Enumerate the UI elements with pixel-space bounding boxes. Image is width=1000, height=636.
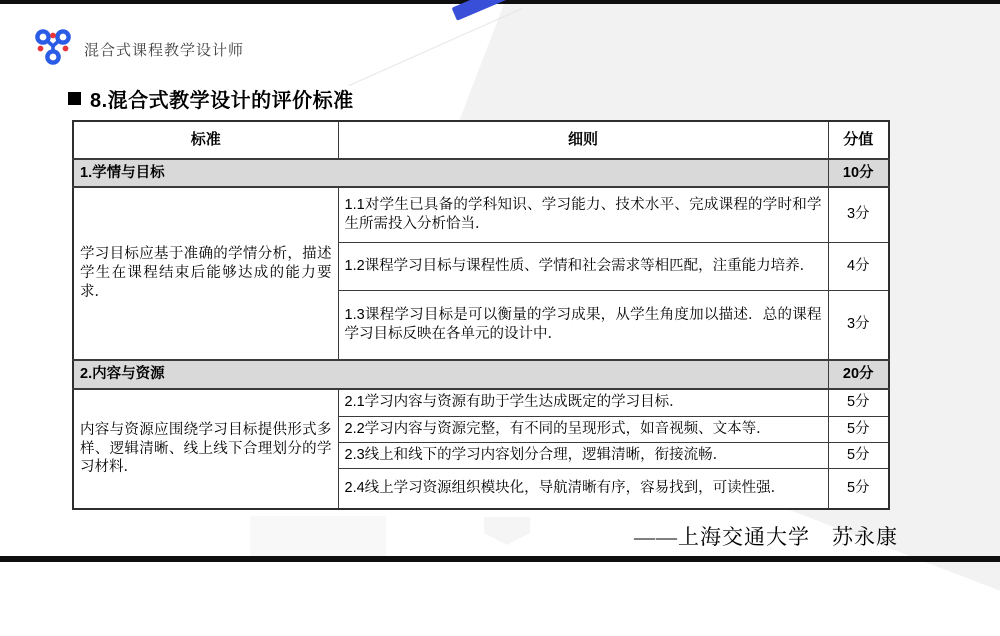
- rule-2-4-score: 5分: [828, 468, 889, 509]
- rule-1-2-score: 4分: [828, 242, 889, 290]
- rule-1-1-text: 1.1对学生已具备的学科知识、学习能力、技术水平、完成课程的学时和学生所需投入分析恰当．: [338, 187, 828, 242]
- section-1-criterion: 学习目标应基于准确的学情分析，描述学生在课程结束后能够达成的能力要求．: [73, 187, 338, 360]
- section-2-criterion: 内容与资源应围绕学习目标提供形式多样、逻辑清晰、线上线下合理划分的学习材料．: [73, 389, 338, 509]
- rule-2-2-text: 2.2学习内容与资源完整，有不同的呈现形式，如音视频、文本等．: [338, 416, 828, 442]
- table-row: [73, 389, 889, 416]
- section-row-1: [73, 159, 889, 187]
- brand-logo-icon: [32, 28, 74, 71]
- rule-2-1-score: 5分: [828, 389, 889, 416]
- table-row: [73, 187, 889, 242]
- section-2-name: 2.内容与资源: [73, 360, 828, 389]
- section-1-name: 1.学情与目标: [73, 159, 828, 187]
- section-1-score: 10分: [828, 159, 889, 187]
- section-row-2: [73, 360, 889, 389]
- rule-2-2-score: 5分: [828, 416, 889, 442]
- brand-name: 混合式课程教学设计师: [84, 42, 245, 59]
- rule-2-4-text: 2.4线上学习资源组织模块化，导航清晰有序，容易找到，可读性强．: [338, 468, 828, 509]
- column-header-detail: 细则: [338, 121, 828, 159]
- bottom-edge-bar: [0, 556, 1000, 562]
- rule-1-3-text: 1.3课程学习目标是可以衡量的学习成果，从学生角度加以描述．总的课程学习目标反映在各单元的设计中．: [338, 290, 828, 360]
- title-bullet-icon: [68, 92, 81, 105]
- page-title: 8.混合式教学设计的评价标准: [90, 90, 354, 112]
- rule-1-1-score: 3分: [828, 187, 889, 242]
- rule-2-3-text: 2.3线上和线下的学习内容划分合理，逻辑清晰，衔接流畅．: [338, 442, 828, 468]
- attribution-text: ——上海交通大学 苏永康: [634, 525, 898, 549]
- column-header-score: 分值: [828, 121, 889, 159]
- table-header-row: [73, 121, 889, 159]
- rule-2-3-score: 5分: [828, 442, 889, 468]
- evaluation-table: [72, 120, 890, 510]
- rule-1-2-text: 1.2课程学习目标与课程性质、学情和社会需求等相匹配，注重能力培养．: [338, 242, 828, 290]
- brand-header: [32, 28, 244, 71]
- section-2-score: 20分: [828, 360, 889, 389]
- rule-1-3-score: 3分: [828, 290, 889, 360]
- column-header-standard: 标准: [73, 121, 338, 159]
- footer-decor-pentagon: [484, 517, 530, 545]
- slide-title-row: [68, 84, 354, 113]
- rule-2-1-text: 2.1学习内容与资源有助于学生达成既定的学习目标．: [338, 389, 828, 416]
